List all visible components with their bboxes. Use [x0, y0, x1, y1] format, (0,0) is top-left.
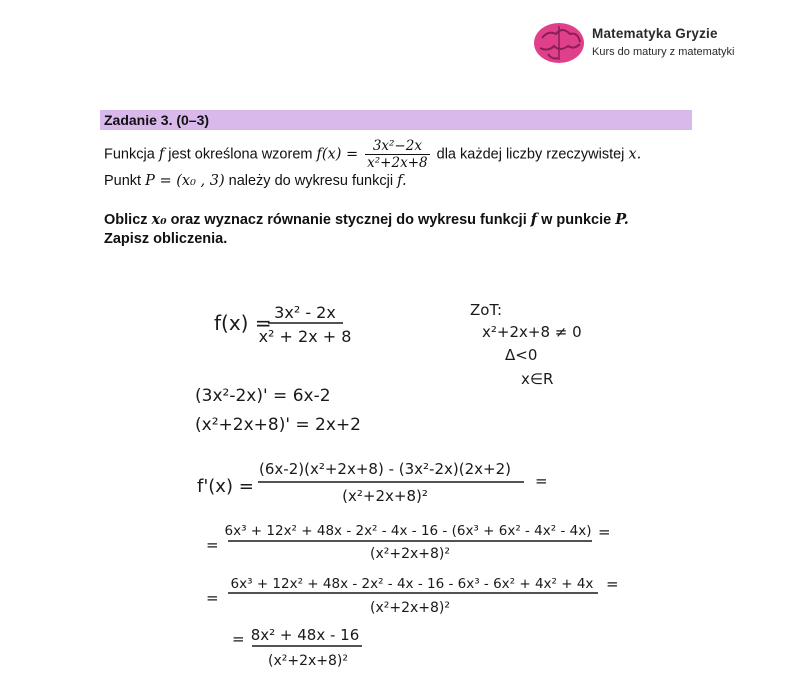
- equals-sign: =: [232, 630, 245, 648]
- brand-tagline: Kurs do matury z matematyki: [592, 46, 735, 58]
- step2-denominator: (x²+2x+8)²: [370, 546, 450, 562]
- step1-denominator: (x²+2x+8)²: [342, 487, 428, 505]
- step4-denominator: (x²+2x+8)²: [268, 653, 348, 669]
- math-symbol: x.: [628, 146, 642, 163]
- equals-sign: =: [598, 523, 611, 541]
- fraction-denominator: x²+2x+8: [367, 155, 428, 171]
- derivative-lhs: f'(x) =: [197, 476, 254, 497]
- math-symbol: f: [158, 146, 165, 163]
- task-text: oraz wyznacz równanie stycznej do wykresu funkcji: [170, 212, 527, 228]
- task-text: Punkt: [104, 173, 142, 189]
- math-symbol: P = (x₀ , 3): [145, 173, 225, 189]
- solution-f-lhs: f(x) =: [214, 311, 272, 335]
- domain-title: ZoT:: [470, 301, 503, 319]
- solution-f-numerator: 3x² - 2x: [274, 303, 336, 322]
- math-symbol: x₀: [151, 211, 167, 228]
- derivative-numerator: (3x²-2x)' = 6x-2: [195, 386, 331, 406]
- domain-result: x∈R: [521, 370, 554, 388]
- step3-numerator: 6x³ + 12x² + 48x - 2x² - 4x - 16 - 6x³ - 6x² + 4x² + 4x: [230, 576, 594, 592]
- solution-f-denominator: x² + 2x + 8: [258, 327, 352, 346]
- task-text: Oblicz: [104, 212, 148, 228]
- brand-name: Matematyka Gryzie: [592, 26, 718, 41]
- math-symbol: f.: [397, 173, 407, 189]
- task-text: Funkcja: [104, 146, 155, 163]
- domain-condition: x²+2x+8 ≠ 0: [482, 323, 582, 341]
- step4-numerator: 8x² + 48x - 16: [250, 626, 360, 644]
- domain-delta: Δ<0: [505, 346, 538, 364]
- task-text: jest określona wzorem: [168, 146, 313, 163]
- task-text: w punkcie: [541, 212, 612, 228]
- math-symbol: f(x) =: [316, 146, 359, 163]
- task-text: dla każdej liczby rzeczywistej: [436, 146, 625, 163]
- equals-sign: =: [206, 536, 219, 554]
- task-text: należy do wykresu funkcji: [228, 173, 394, 189]
- fraction-numerator: 3x²−2x: [365, 138, 429, 155]
- math-symbol: P.: [615, 211, 629, 228]
- math-symbol: f: [530, 211, 538, 228]
- equals-sign: =: [206, 589, 219, 607]
- step1-numerator: (6x-2)(x²+2x+8) - (3x²-2x)(2x+2): [259, 460, 511, 478]
- equals-sign: =: [535, 472, 548, 490]
- equals-sign: =: [606, 575, 619, 593]
- step2-numerator: 6x³ + 12x² + 48x - 2x² - 4x - 16 - (6x³ + 6x² - 4x² - 4x): [224, 523, 592, 539]
- step3-denominator: (x²+2x+8)²: [370, 600, 450, 616]
- task-title: Zadanie 3. (0–3): [104, 112, 210, 128]
- task-command-2: Zapisz obliczenia.: [104, 231, 228, 247]
- derivative-denominator: (x²+2x+8)' = 2x+2: [195, 415, 361, 435]
